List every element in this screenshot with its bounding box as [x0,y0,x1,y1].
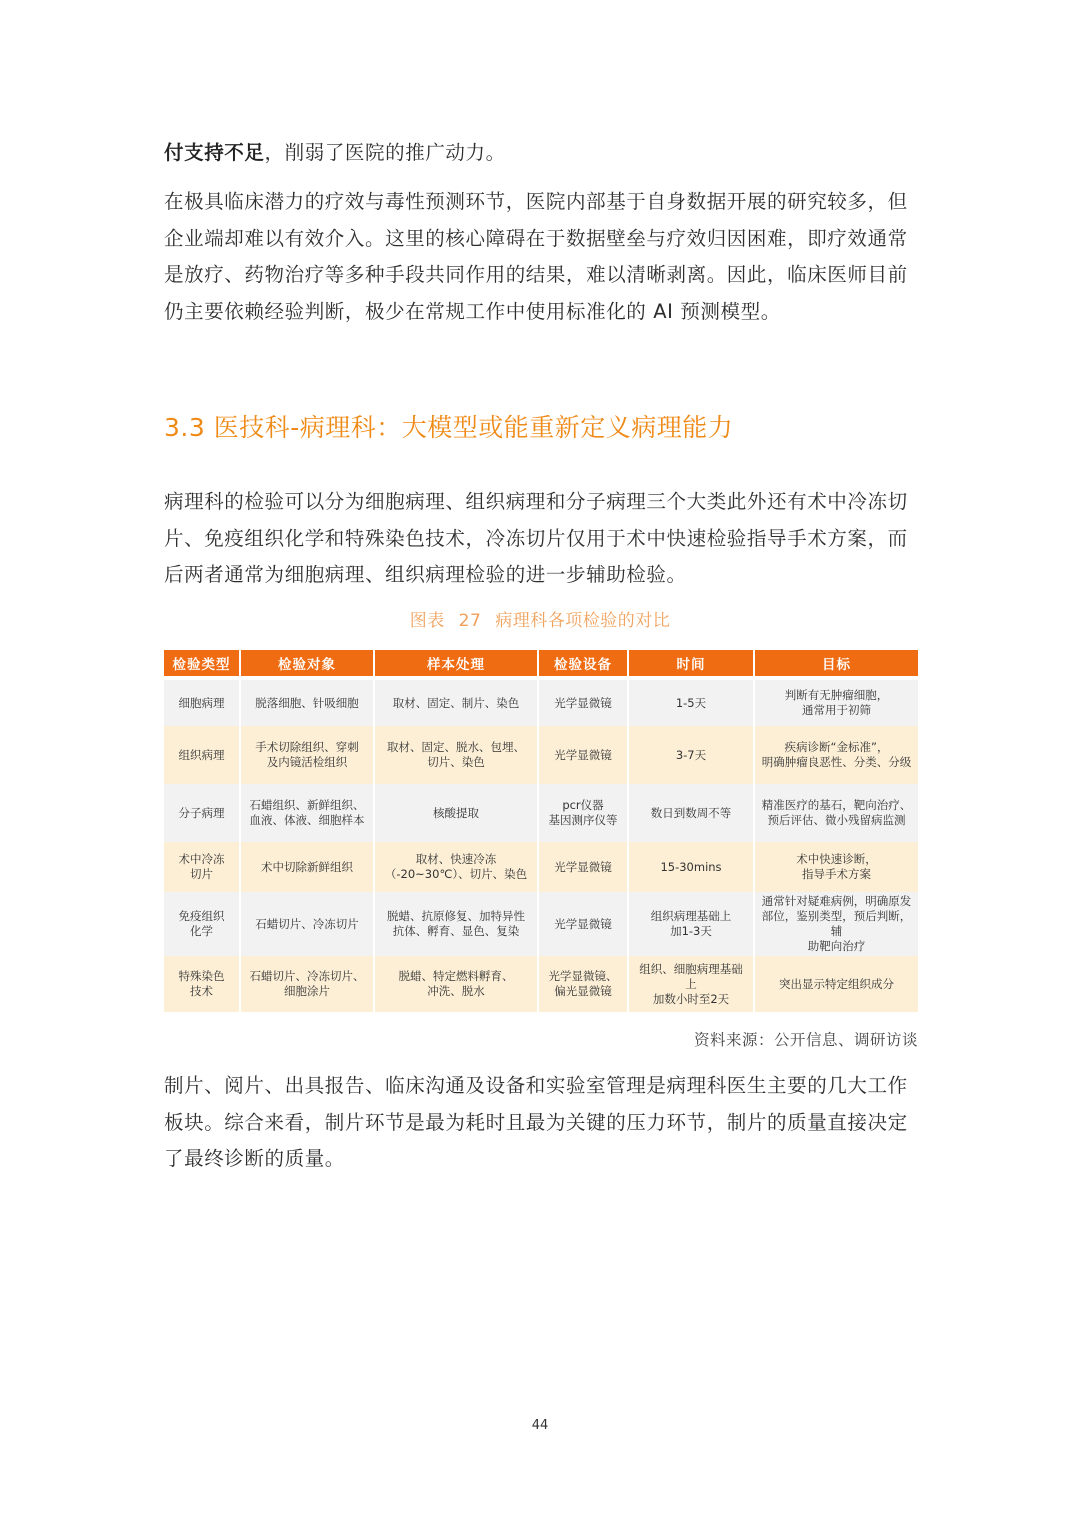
intro-bold-text: 付支持不足 [164,141,265,164]
table-cell: 细胞病理 [164,680,240,726]
table-cell: 光学显微镜、 偏光显微镜 [538,956,628,1012]
table-row [164,726,918,784]
table-header-cell: 目标 [754,650,918,676]
pathology-comparison-table [164,650,918,1012]
table-cell: 术中切除新鲜组织 [240,842,374,892]
table-row [164,956,918,1012]
table-cell: 石蜡切片、冷冻切片 [240,892,374,956]
table-cell: 15-30mins [628,842,754,892]
table-cell: 手术切除组织、穿刺 及内镜活检组织 [240,726,374,784]
table-header-cell: 检验对象 [240,650,374,676]
table-cell: 光学显微镜 [538,892,628,956]
figure-caption-title: 病理科各项检验的对比 [495,611,671,631]
table-cell: 组织病理基础上 加1-3天 [628,892,754,956]
table-cell: 脱蜡、抗原修复、加特异性 抗体、孵育、显色、复染 [374,892,538,956]
table-cell: 脱落细胞、针吸细胞 [240,680,374,726]
table-row [164,680,918,726]
intro-rest-text: ，削弱了医院的推广动力。 [264,141,506,164]
table-cell: 光学显微镜 [538,842,628,892]
table-cell: 光学显微镜 [538,726,628,784]
table-cell: 精准医疗的基石，靶向治疗、 预后评估、微小残留病监测 [754,784,918,842]
table-cell: 突出显示特定组织成分 [754,956,918,1012]
table-cell: pcr仪器 基因测序仪等 [538,784,628,842]
table-header-cell: 检验类型 [164,650,240,676]
table-cell: 取材、快速冷冻 （-20~30℃）、切片、染色 [374,842,538,892]
figure-caption [0,606,1080,631]
table-cell: 核酸提取 [374,784,538,842]
table-cell: 术中快速诊断， 指导手术方案 [754,842,918,892]
page-number: 44 [531,1418,549,1433]
source-note: 资料来源：公开信息、调研访谈 [693,1031,918,1049]
table-cell: 判断有无肿瘤细胞， 通常用于初筛 [754,680,918,726]
intro-paragraph [164,135,920,172]
table-cell: 数日到数周不等 [628,784,754,842]
table-cell: 术中冷冻 切片 [164,842,240,892]
table-cell: 1-5天 [628,680,754,726]
table-row [164,784,918,842]
section-heading: 3.3 医技科-病理科：大模型或能重新定义病理能力 [164,413,734,442]
prediction-paragraph: 在极具临床潜力的疗效与毒性预测环节，医院内部基于自身数据开展的研究较多，但企业端却难以有效介入。这里的核心障碍在于数据壁垒与疗效归因困难，即疗效通常是放疗、药物治疗等多种手段共同作用的结果，难以清晰剥离。因此，临床医师目前仍主要依赖经验判断，极少在常规工作中使用标准化的 AI 预测模型。 [164,190,908,323]
table-cell: 组织、细胞病理基础上 加数小时至2天 [628,956,754,1012]
table-header-cell: 检验设备 [538,650,628,676]
table-cell: 通常针对疑难病例，明确原发 部位，鉴别类型，预后判断，辅 助靶向治疗 [754,892,918,956]
table-cell: 取材、固定、脱水、包埋、 切片、染色 [374,726,538,784]
table-cell: 取材、固定、制片、染色 [374,680,538,726]
table-cell: 3-7天 [628,726,754,784]
table-cell: 分子病理 [164,784,240,842]
table-header-cell: 样本处理 [374,650,538,676]
table-cell: 脱蜡、特定燃料孵育、 冲洗、脱水 [374,956,538,1012]
figure-caption-number: 27 [458,611,482,631]
table-row [164,892,918,956]
figure-caption-label: 图表 [409,611,445,631]
table-cell: 石蜡切片、冷冻切片、 细胞涂片 [240,956,374,1012]
table-cell: 组织病理 [164,726,240,784]
table-cell: 特殊染色 技术 [164,956,240,1012]
workflow-paragraph: 制片、阅片、出具报告、临床沟通及设备和实验室管理是病理科医生主要的几大工作板块。综合来看，制片环节是最为耗时且最为关键的压力环节，制片的质量直接决定了最终诊断的质量。 [164,1074,908,1170]
table-header-row [164,650,918,676]
pathology-intro-paragraph: 病理科的检验可以分为细胞病理、组织病理和分子病理三个大类此外还有术中冷冻切片、免疫组织化学和特殊染色技术，冷冻切片仅用于术中快速检验指导手术方案，而后两者通常为细胞病理、组织病理检验的进一步辅助检验。 [164,490,908,586]
table-header-cell: 时间 [628,650,754,676]
table-cell: 光学显微镜 [538,680,628,726]
table-cell: 石蜡组织、新鲜组织、 血液、体液、细胞样本 [240,784,374,842]
table-cell: 疾病诊断“金标准”， 明确肿瘤良恶性、分类、分级 [754,726,918,784]
table-cell: 免疫组织 化学 [164,892,240,956]
table-row [164,842,918,892]
